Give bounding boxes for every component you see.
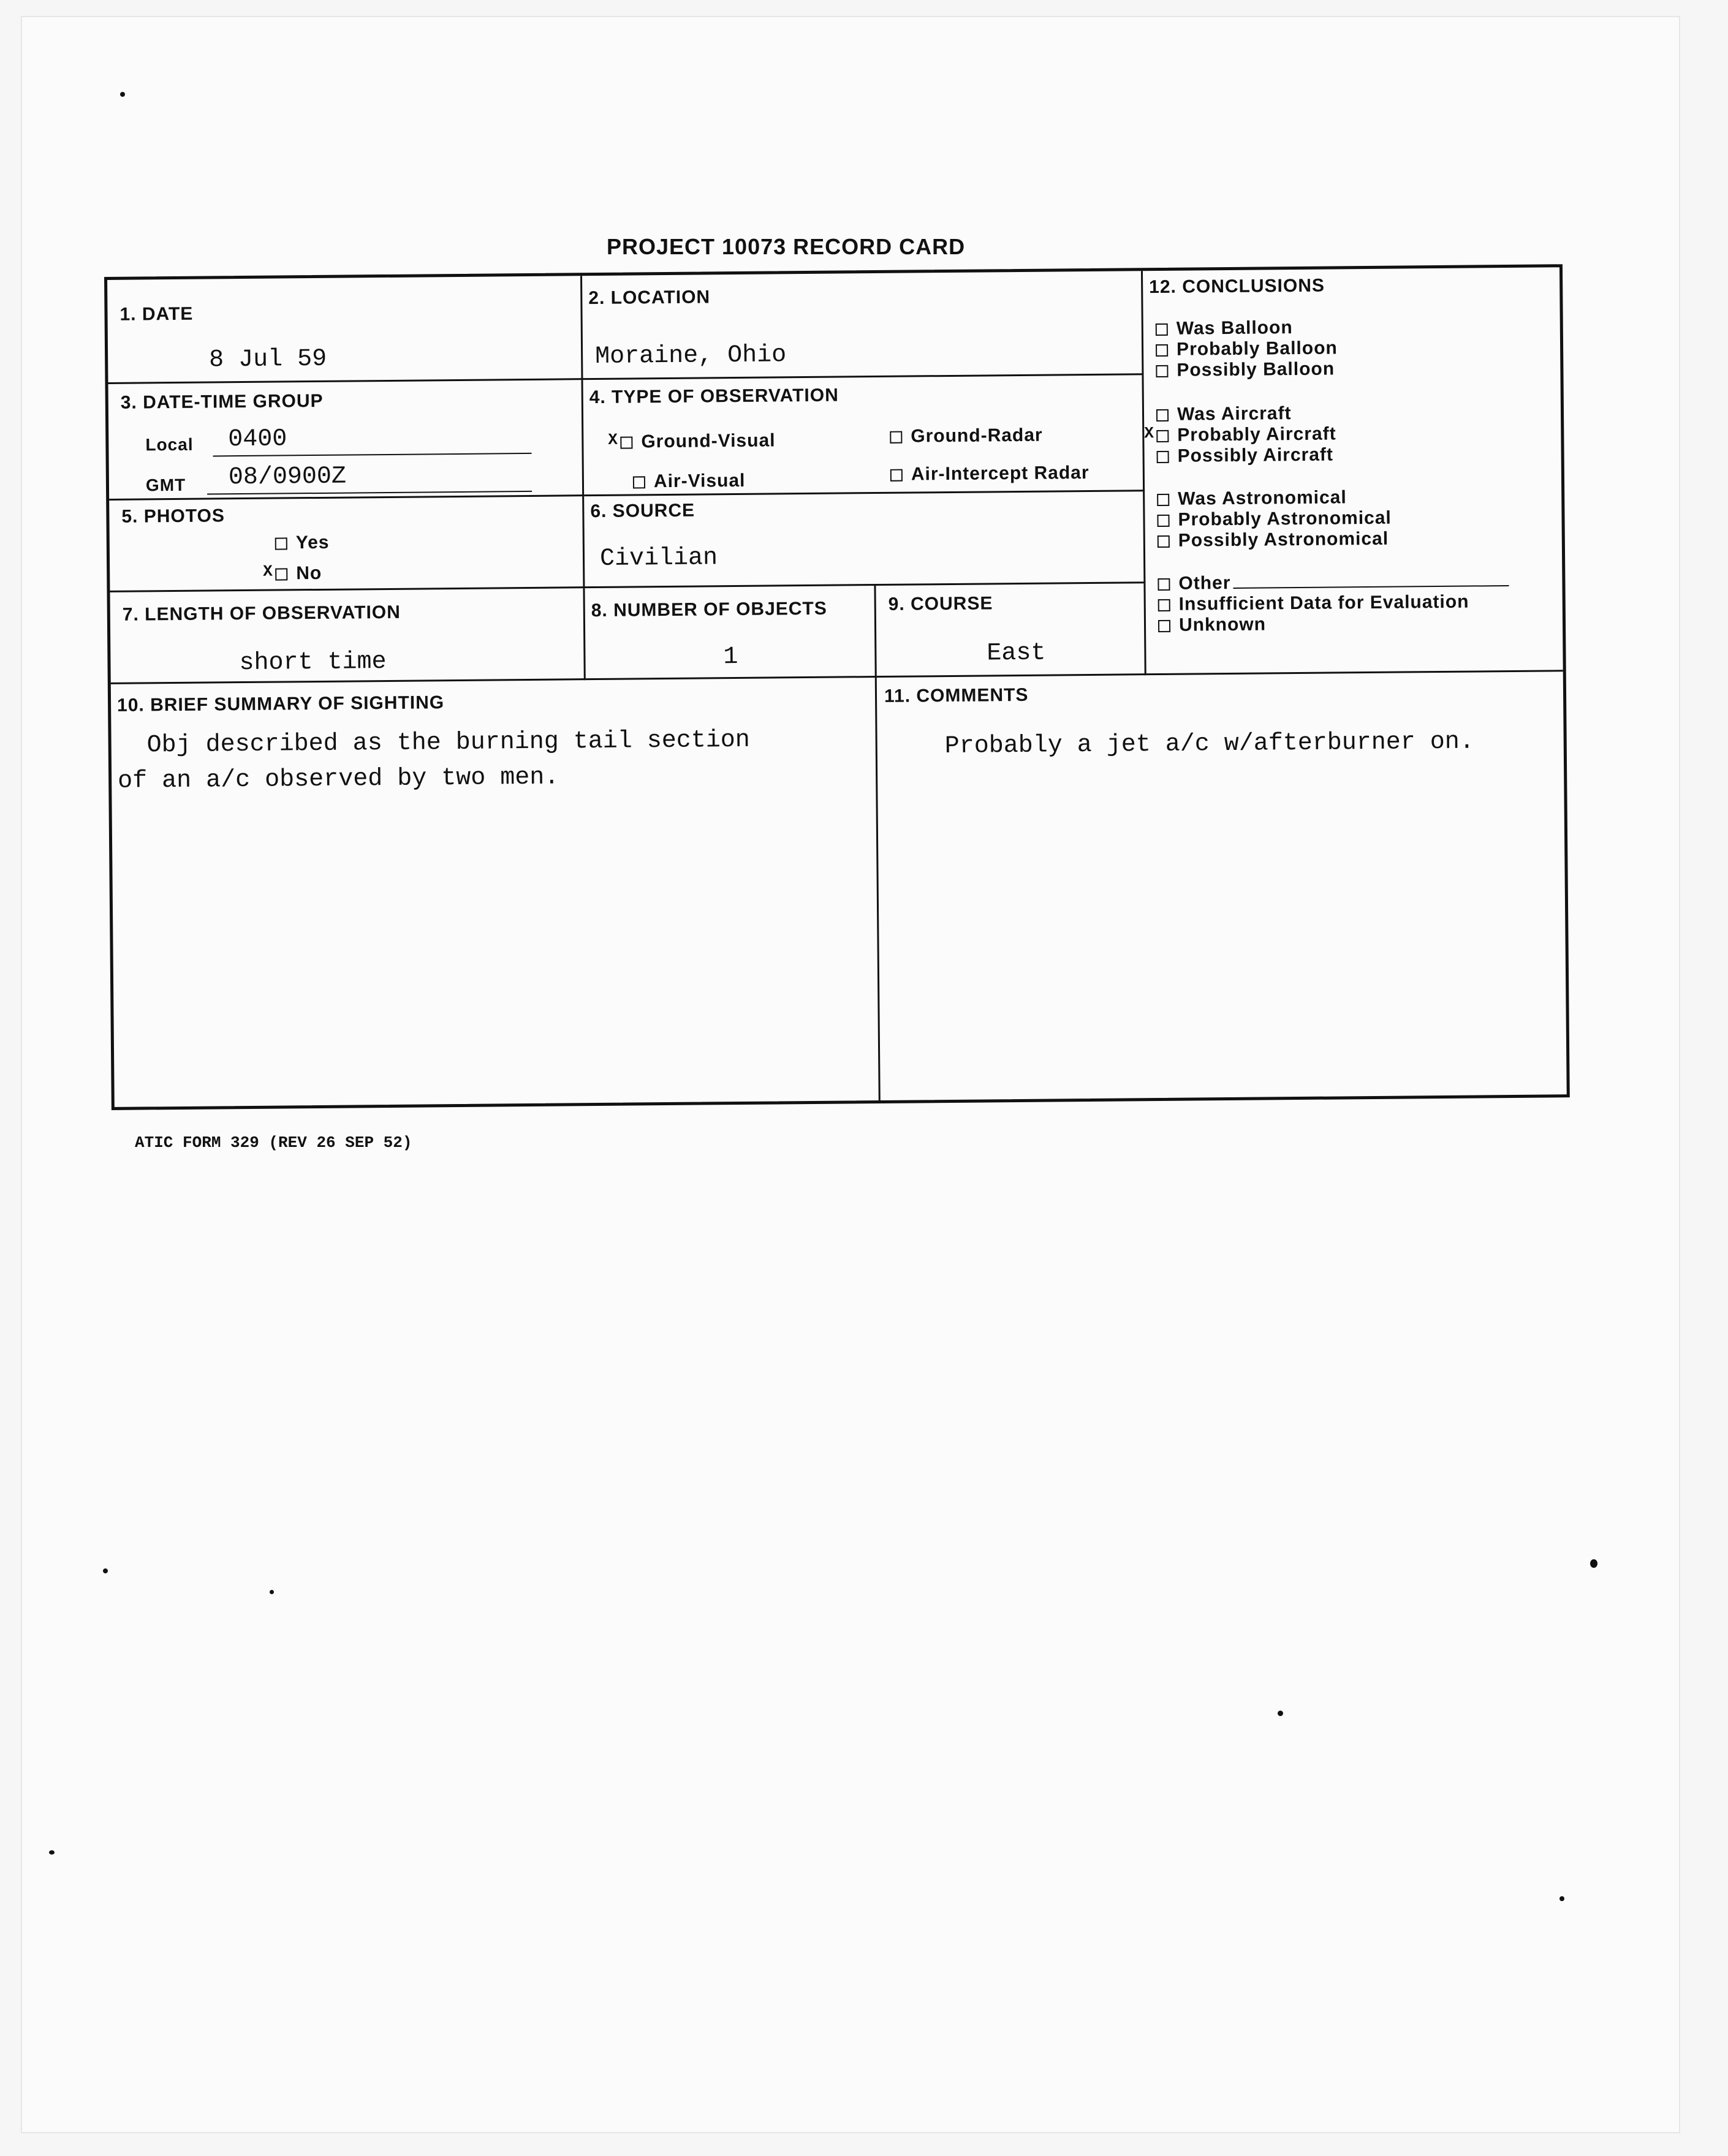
summary-line-1: Obj described as the burning tail section — [117, 726, 751, 760]
summary-line-2: of an a/c observed by two men. — [117, 763, 559, 795]
objects-value: 1 — [723, 643, 738, 671]
conclusion-6-label: Was Astronomical — [1178, 487, 1347, 509]
summary-cell — [111, 678, 881, 1107]
location-cell — [582, 271, 1143, 380]
conclusion-9 — [1158, 570, 1509, 594]
air-intercept-checkbox — [890, 469, 903, 482]
obs-type-cell — [583, 375, 1145, 496]
summary-label: 10. BRIEF SUMMARY OF SIGHTING — [116, 692, 445, 716]
conclusion-2-label: Possibly Balloon — [1177, 358, 1335, 380]
ground-radar-checkbox — [890, 431, 902, 444]
photos-yes-label: Yes — [295, 532, 330, 553]
length-label: 7. LENGTH OF OBSERVATION — [122, 602, 401, 625]
location-value: Moraine, Ohio — [594, 341, 787, 371]
conclusion-5-label: Possibly Aircraft — [1177, 444, 1334, 466]
comments-label: 11. COMMENTS — [884, 684, 1029, 706]
conclusion-11-checkbox — [1158, 620, 1170, 632]
conclusion-0-checkbox — [1156, 323, 1168, 336]
conclusion-10-label: Insufficient Data for Evaluation — [1178, 591, 1469, 615]
course-cell — [876, 583, 1146, 678]
conclusion-8 — [1158, 529, 1389, 551]
conclusion-1-label: Probably Balloon — [1176, 338, 1338, 360]
conclusion-10 — [1158, 592, 1469, 615]
card-title: PROJECT 10073 RECORD CARD — [607, 234, 966, 259]
conclusion-4-label: Probably Aircraft — [1177, 423, 1336, 445]
conclusion-2-checkbox — [1156, 365, 1168, 377]
conclusions-label: 12. CONCLUSIONS — [1149, 275, 1325, 298]
photos-cell — [109, 496, 585, 592]
form-footer: ATIC FORM 329 (REV 26 SEP 52) — [135, 1133, 412, 1152]
comments-value: Probably a jet a/c w/afterburner on. — [944, 728, 1475, 761]
conclusion-4-checkbox — [1156, 430, 1169, 442]
conclusions-cell — [1143, 267, 1563, 675]
conclusion-8-checkbox — [1158, 535, 1170, 548]
date-cell — [107, 276, 583, 384]
gmt-underline — [207, 491, 532, 495]
conclusion-3-checkbox — [1156, 409, 1169, 422]
location-label: 2. LOCATION — [588, 287, 711, 309]
scan-speck — [1559, 1896, 1564, 1901]
ground-visual-label: Ground-Visual — [641, 430, 776, 452]
conclusion-5-checkbox — [1157, 451, 1169, 463]
conclusion-8-label: Possibly Astronomical — [1178, 528, 1389, 551]
scan-speck — [103, 1568, 108, 1573]
comments-cell — [877, 671, 1567, 1100]
local-label: Local — [145, 434, 194, 455]
conclusion-6 — [1157, 487, 1347, 510]
photos-no — [275, 563, 322, 584]
conclusion-7-checkbox — [1157, 515, 1169, 527]
objects-label: 8. NUMBER OF OBJECTS — [591, 598, 827, 621]
other-underline — [1233, 585, 1509, 589]
obs-ground-radar — [890, 425, 1043, 447]
conclusion-11-label: Unknown — [1178, 614, 1267, 635]
local-underline — [213, 453, 532, 457]
date-value: 8 Jul 59 — [208, 345, 327, 374]
conclusion-7-label: Probably Astronomical — [1178, 507, 1392, 530]
dtg-cell — [108, 380, 585, 501]
dtg-label: 3. DATE-TIME GROUP — [120, 390, 324, 413]
ground-visual-checkbox — [620, 437, 632, 449]
conclusion-3 — [1156, 403, 1292, 425]
scan-speck — [270, 1590, 274, 1594]
conclusion-2 — [1156, 358, 1335, 381]
obs-type-label: 4. TYPE OF OBSERVATION — [589, 385, 839, 408]
conclusion-1-checkbox — [1156, 344, 1168, 357]
conclusion-6-checkbox — [1157, 494, 1169, 506]
objects-cell — [585, 586, 876, 680]
conclusion-0 — [1156, 317, 1293, 339]
scan-speck — [1590, 1559, 1597, 1568]
ground-radar-label: Ground-Radar — [911, 425, 1043, 447]
air-intercept-label: Air-Intercept Radar — [911, 462, 1089, 485]
air-visual-label: Air-Visual — [653, 470, 746, 492]
conclusion-4 — [1156, 423, 1336, 446]
date-label: 1. DATE — [119, 303, 194, 325]
scan-speck — [120, 92, 125, 97]
gmt-value: 08/0900Z — [228, 463, 347, 492]
air-visual-checkbox — [633, 476, 645, 488]
record-card — [104, 264, 1570, 1110]
photos-no-checkbox — [275, 568, 287, 580]
obs-air-visual — [633, 471, 746, 493]
conclusion-3-label: Was Aircraft — [1177, 403, 1292, 425]
obs-ground-visual — [620, 430, 775, 452]
photos-no-label: No — [296, 562, 322, 584]
length-value: short time — [239, 648, 387, 678]
conclusion-11 — [1158, 614, 1266, 636]
course-value: East — [987, 639, 1046, 668]
source-value: Civilian — [599, 544, 718, 573]
photos-yes-checkbox — [275, 537, 287, 550]
obs-air-intercept-radar — [890, 463, 1089, 485]
course-label: 9. COURSE — [888, 593, 993, 615]
conclusion-0-label: Was Balloon — [1176, 317, 1293, 339]
source-label: 6. SOURCE — [590, 500, 695, 522]
conclusion-9-label: Other — [1178, 572, 1231, 594]
length-cell — [110, 588, 585, 684]
gmt-label: GMT — [145, 475, 186, 495]
conclusion-9-checkbox — [1158, 578, 1170, 591]
conclusion-10-checkbox — [1158, 599, 1170, 611]
scan-speck — [49, 1850, 55, 1855]
conclusion-1 — [1156, 338, 1338, 360]
conclusion-7 — [1157, 508, 1392, 531]
photos-yes — [275, 532, 330, 554]
source-cell — [584, 491, 1145, 588]
conclusion-5 — [1156, 445, 1333, 467]
scan-speck — [1278, 1711, 1283, 1716]
photos-label: 5. PHOTOS — [121, 505, 225, 527]
local-value: 0400 — [228, 425, 287, 454]
